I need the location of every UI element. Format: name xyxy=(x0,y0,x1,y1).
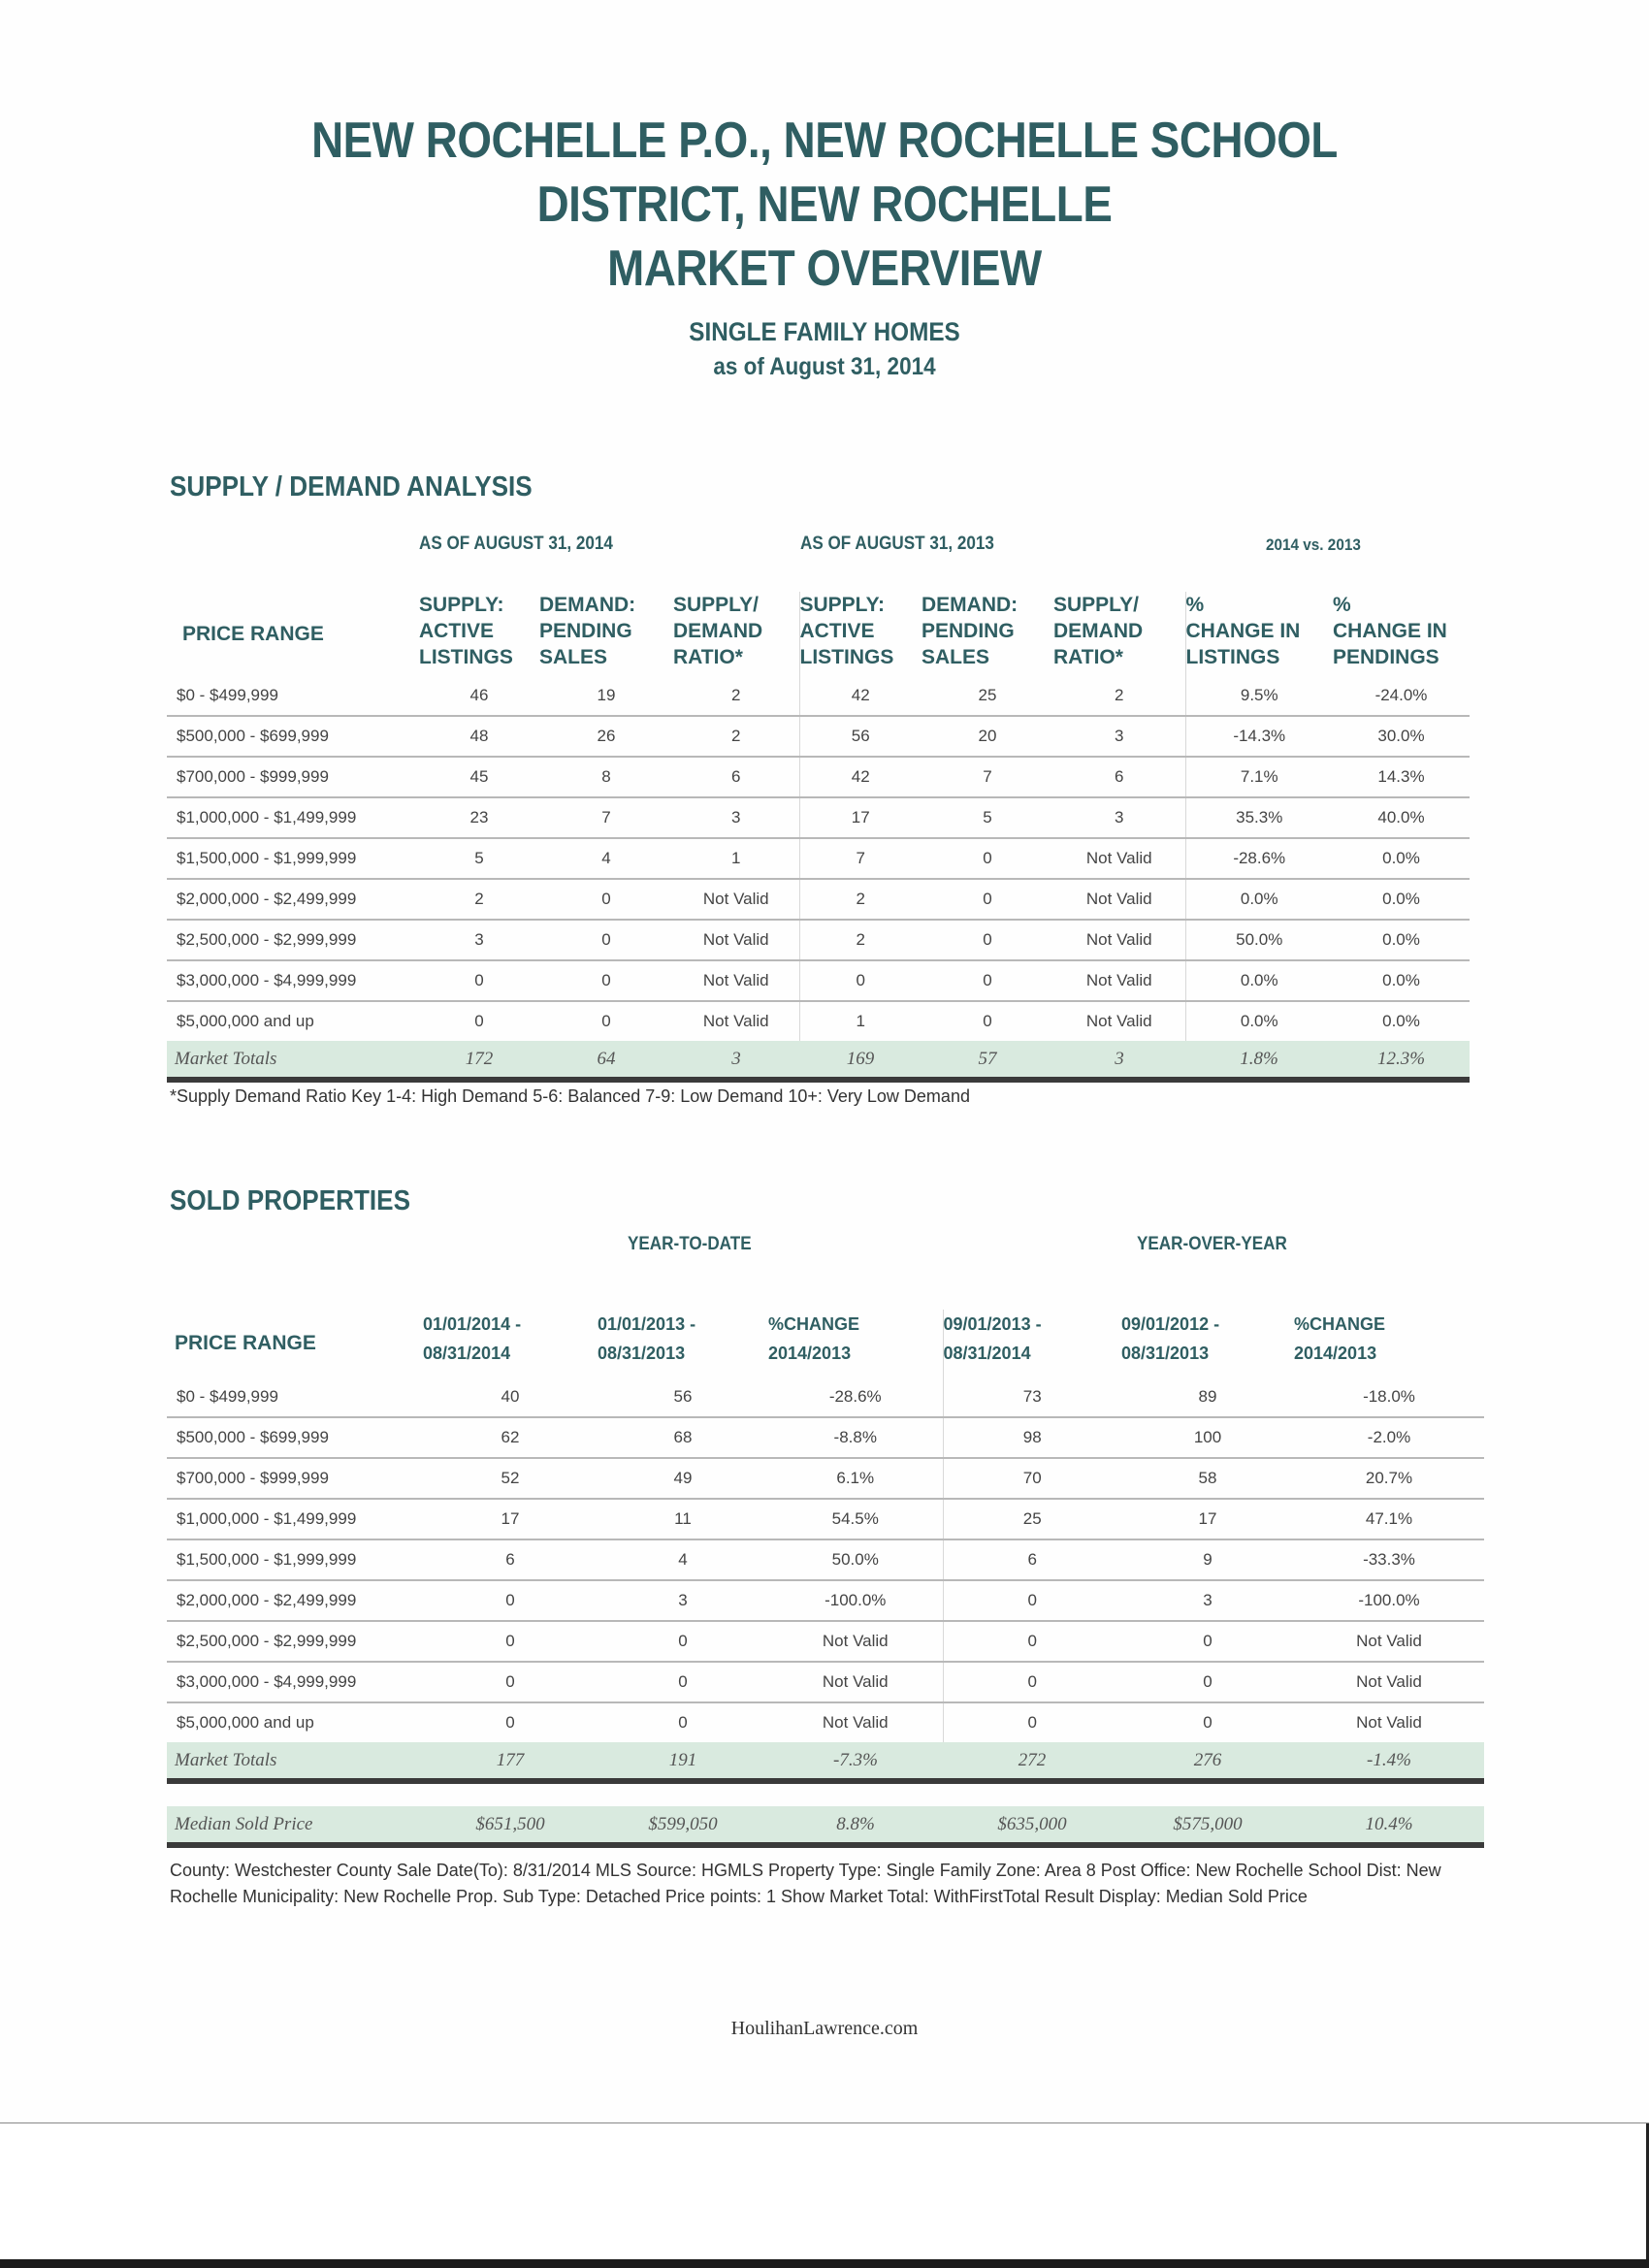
price-range-cell: $500,000 - $699,999 xyxy=(167,1417,423,1458)
column-header-line: % xyxy=(1185,594,1205,616)
value-cell: 0.0% xyxy=(1333,879,1470,920)
totals-label: Market Totals xyxy=(167,1742,423,1781)
totals-cell: -7.3% xyxy=(768,1742,943,1781)
value-cell: Not Valid xyxy=(768,1621,943,1662)
value-cell: -28.6% xyxy=(1185,838,1333,879)
value-cell: 3 xyxy=(419,920,539,960)
value-cell: 17 xyxy=(799,797,922,838)
price-range-cell: $1,500,000 - $1,999,999 xyxy=(167,838,419,879)
totals-cell: 191 xyxy=(598,1742,768,1781)
value-cell: -100.0% xyxy=(768,1580,943,1621)
median-value: 10.4% xyxy=(1294,1806,1484,1845)
footer-website: HoulihanLawrence.com xyxy=(730,2018,919,2039)
value-cell: 50.0% xyxy=(768,1539,943,1580)
value-cell: 2 xyxy=(799,879,922,920)
table-row xyxy=(167,838,1470,879)
price-range-cell: $2,500,000 - $2,999,999 xyxy=(167,1621,423,1662)
value-cell: 49 xyxy=(598,1458,768,1499)
value-cell: -24.0% xyxy=(1333,676,1470,716)
value-cell: 6 xyxy=(423,1539,598,1580)
price-range-cell: $500,000 - $699,999 xyxy=(167,716,419,757)
value-cell: 0 xyxy=(1121,1621,1294,1662)
value-cell: 2 xyxy=(799,920,922,960)
value-cell: 5 xyxy=(922,797,1053,838)
column-header xyxy=(167,592,419,676)
price-range-cell: $1,000,000 - $1,499,999 xyxy=(167,1499,423,1539)
value-cell: 8 xyxy=(539,757,673,797)
value-cell: 0 xyxy=(943,1621,1121,1662)
totals-label: Market Totals xyxy=(167,1041,419,1080)
table-row xyxy=(167,1499,1484,1539)
market-totals-row xyxy=(167,1742,1484,1781)
column-header xyxy=(922,592,1053,676)
value-cell: 2 xyxy=(1053,676,1185,716)
totals-cell: 3 xyxy=(673,1041,799,1080)
price-range-cell: $0 - $499,999 xyxy=(167,676,419,716)
totals-cell: 169 xyxy=(799,1041,922,1080)
scan-margin xyxy=(0,2123,1649,2259)
price-range-cell: $700,000 - $999,999 xyxy=(167,757,419,797)
column-header-line: RATIO* xyxy=(1053,646,1123,668)
column-header-line: 2014/2013 xyxy=(1294,1344,1377,1363)
value-cell: 17 xyxy=(423,1499,598,1539)
value-cell: 0 xyxy=(943,1662,1121,1702)
report-subtitle: SINGLE FAMILY HOMES xyxy=(689,317,960,346)
value-cell: 0 xyxy=(505,1713,515,1732)
supply-demand-heading: SUPPLY / DEMAND ANALYSIS xyxy=(170,471,533,502)
value-cell: 0.0% xyxy=(1185,1001,1333,1041)
column-header xyxy=(539,592,673,676)
price-range-cell: $3,000,000 - $4,999,999 xyxy=(167,960,419,1001)
value-cell: -2.0% xyxy=(1294,1417,1484,1458)
median-value: $575,000 xyxy=(1121,1806,1294,1845)
value-cell: 0 xyxy=(1121,1662,1294,1702)
table-row xyxy=(167,1702,1484,1742)
value-cell: 30.0% xyxy=(1333,716,1470,757)
table-row xyxy=(167,797,1470,838)
value-cell: 7 xyxy=(539,797,673,838)
column-header xyxy=(768,1310,943,1377)
price-range-cell: $1,500,000 - $1,999,999 xyxy=(167,1539,423,1580)
price-range-cell: $1,000,000 - $1,499,999 xyxy=(167,797,419,838)
sold-properties-heading: SOLD PROPERTIES xyxy=(170,1185,410,1216)
column-header-line: 08/31/2014 xyxy=(423,1344,511,1363)
value-cell: 98 xyxy=(943,1417,1121,1458)
value-cell: 0 xyxy=(678,1713,688,1732)
column-header xyxy=(423,1310,598,1377)
column-header xyxy=(673,592,799,676)
column-header xyxy=(419,592,539,676)
price-range-cell: $2,000,000 - $2,499,999 xyxy=(167,879,419,920)
value-cell: 56 xyxy=(598,1377,768,1417)
value-cell: 4 xyxy=(539,838,673,879)
column-header-line: CHANGE IN xyxy=(1333,620,1447,642)
value-cell: -14.3% xyxy=(1185,716,1333,757)
ratio-key-note: *Supply Demand Ratio Key 1-4: High Demand 5-6: Balanced 7-9: Low Demand 10+: Very Low Demand xyxy=(170,1086,970,1106)
value-cell: 14.3% xyxy=(1333,757,1470,797)
table-row xyxy=(167,960,1470,1001)
value-cell: 6 xyxy=(943,1539,1121,1580)
value-cell: Not Valid xyxy=(673,960,799,1001)
column-header-line: LISTINGS xyxy=(1185,646,1280,668)
value-cell: 3 xyxy=(1121,1580,1294,1621)
value-cell: 0 xyxy=(922,838,1053,879)
column-header-line: % xyxy=(1333,594,1351,616)
value-cell: 26 xyxy=(539,716,673,757)
value-cell: 7 xyxy=(799,838,922,879)
value-cell: 20.7% xyxy=(1294,1458,1484,1499)
column-header xyxy=(1333,592,1470,676)
table-row xyxy=(167,1417,1484,1458)
table-row xyxy=(167,1539,1484,1580)
value-cell: 0 xyxy=(423,1580,598,1621)
value-cell: 3 xyxy=(598,1580,768,1621)
value-cell: 56 xyxy=(799,716,922,757)
column-header-line: PENDING xyxy=(539,620,632,642)
value-cell: 3 xyxy=(1053,797,1185,838)
column-header xyxy=(1121,1310,1294,1377)
value-cell: 0 xyxy=(943,1702,1121,1742)
value-cell: 0 xyxy=(598,1621,768,1662)
value-cell: Not Valid xyxy=(673,920,799,960)
value-cell: 3 xyxy=(673,797,799,838)
median-value: $651,500 xyxy=(423,1806,598,1845)
value-cell: 0 xyxy=(539,920,673,960)
value-cell: 23 xyxy=(419,797,539,838)
column-header-line: LISTINGS xyxy=(799,646,894,668)
value-cell: -33.3% xyxy=(1294,1539,1484,1580)
value-cell: Not Valid xyxy=(1053,960,1185,1001)
value-cell: Not Valid xyxy=(1294,1662,1484,1702)
totals-cell: 3 xyxy=(1053,1041,1185,1080)
median-sold-price-table xyxy=(167,1806,1484,1848)
value-cell: 19 xyxy=(539,676,673,716)
value-cell: 0.0% xyxy=(1185,879,1333,920)
table-row xyxy=(167,1662,1484,1702)
column-header-line: SUPPLY/ xyxy=(673,594,759,616)
column-header-line: SUPPLY/ xyxy=(1053,594,1139,616)
column-header xyxy=(167,1310,423,1377)
value-cell: 0.0% xyxy=(1333,920,1470,960)
supply-demand-table xyxy=(167,592,1470,1083)
column-header-line: SUPPLY: xyxy=(419,594,504,616)
table-row xyxy=(167,1621,1484,1662)
value-cell: 0 xyxy=(423,1621,598,1662)
value-cell: 17 xyxy=(1121,1499,1294,1539)
market-totals-row xyxy=(167,1041,1470,1080)
value-cell: Not Valid xyxy=(822,1713,889,1732)
value-cell: 3 xyxy=(1053,716,1185,757)
value-cell: 0.0% xyxy=(1185,960,1333,1001)
value-cell: 25 xyxy=(922,676,1053,716)
value-cell: 50.0% xyxy=(1185,920,1333,960)
value-cell: 0 xyxy=(922,960,1053,1001)
column-header-line: %CHANGE xyxy=(1294,1314,1386,1334)
value-cell: 11 xyxy=(598,1499,768,1539)
sold-header-row xyxy=(167,1310,1484,1377)
value-cell: 6 xyxy=(1053,757,1185,797)
column-header-line: 09/01/2013 - xyxy=(943,1314,1042,1334)
table-row xyxy=(167,1001,1470,1041)
value-cell: Not Valid xyxy=(702,1012,769,1030)
value-cell: 47.1% xyxy=(1294,1499,1484,1539)
value-cell: 68 xyxy=(598,1417,768,1458)
value-cell: 42 xyxy=(799,676,922,716)
value-cell: Not Valid xyxy=(1053,838,1185,879)
value-cell: 0 xyxy=(598,1662,768,1702)
price-range-cell: $0 - $499,999 xyxy=(167,1377,423,1417)
column-header xyxy=(1294,1310,1484,1377)
report-title-line-3: MARKET OVERVIEW xyxy=(607,241,1042,297)
report-header xyxy=(0,109,1649,384)
value-cell: -8.8% xyxy=(768,1417,943,1458)
median-value: $635,000 xyxy=(943,1806,1121,1845)
value-cell: 0 xyxy=(1203,1713,1212,1732)
value-cell: 45 xyxy=(419,757,539,797)
value-cell: 20 xyxy=(922,716,1053,757)
value-cell: 73 xyxy=(943,1377,1121,1417)
value-cell: Not Valid xyxy=(673,879,799,920)
value-cell: 2 xyxy=(419,879,539,920)
value-cell: Not Valid xyxy=(1294,1621,1484,1662)
column-header-line: 08/31/2014 xyxy=(943,1344,1031,1363)
supply-demand-header-row xyxy=(167,592,1470,676)
price-range-cell: $5,000,000 and up xyxy=(177,1012,314,1030)
table-row xyxy=(167,716,1470,757)
column-header-line: PENDINGS xyxy=(1333,646,1439,668)
totals-cell: 177 xyxy=(423,1742,598,1781)
group-label-year-over-year: YEAR-OVER-YEAR xyxy=(1137,1234,1287,1254)
value-cell: 0.0% xyxy=(1382,1012,1420,1030)
price-range-cell: $5,000,000 and up xyxy=(177,1713,314,1732)
table-row xyxy=(167,1580,1484,1621)
column-header-line: CHANGE IN xyxy=(1185,620,1301,642)
price-range-cell: $3,000,000 - $4,999,999 xyxy=(167,1662,423,1702)
value-cell: 0 xyxy=(474,1012,484,1030)
price-range-cell: $700,000 - $999,999 xyxy=(167,1458,423,1499)
value-cell: 0 xyxy=(922,920,1053,960)
value-cell: 6.1% xyxy=(768,1458,943,1499)
totals-cell: 64 xyxy=(539,1041,673,1080)
column-header-line: 01/01/2013 - xyxy=(598,1314,696,1334)
sold-properties-table xyxy=(167,1310,1484,1784)
value-cell: 40 xyxy=(423,1377,598,1417)
table-row xyxy=(167,676,1470,716)
value-cell: 1 xyxy=(799,1001,922,1041)
value-cell: 58 xyxy=(1121,1458,1294,1499)
value-cell: Not Valid xyxy=(768,1662,943,1702)
value-cell: Not Valid xyxy=(1356,1713,1422,1732)
value-cell: 0 xyxy=(983,1012,992,1030)
value-cell: -18.0% xyxy=(1294,1377,1484,1417)
group-label-2014: AS OF AUGUST 31, 2014 xyxy=(419,534,613,554)
totals-cell: 272 xyxy=(943,1742,1121,1781)
column-header xyxy=(1053,592,1185,676)
column-header-line: SALES xyxy=(922,646,990,668)
column-header-line: ACTIVE xyxy=(419,620,495,642)
column-header-line: DEMAND xyxy=(1053,620,1144,642)
value-cell: Not Valid xyxy=(1085,1012,1152,1030)
column-header-line: 01/01/2014 - xyxy=(423,1314,522,1334)
group-label-comparison: 2014 vs. 2013 xyxy=(1266,535,1361,554)
search-criteria-text: County: Westchester County Sale Date(To): 8/31/2014 MLS Source: HGMLS Property Type: Single Family Zone: Area 8 Post Office: New Rochelle School Dist: New Rochelle Municipality: New Rochelle Prop. Sub Type: Detached Price points: 1 Show Market Total: WithFirstTotal Result Display: Median Sold Price xyxy=(170,1861,1441,1906)
report-title-line-1: NEW ROCHELLE P.O., NEW ROCHELLE SCHOOL xyxy=(311,113,1338,169)
value-cell: Not Valid xyxy=(1053,879,1185,920)
report-date: as of August 31, 2014 xyxy=(713,353,936,380)
median-value: $599,050 xyxy=(598,1806,768,1845)
value-cell: 9.5% xyxy=(1185,676,1333,716)
value-cell: 70 xyxy=(943,1458,1121,1499)
value-cell: 46 xyxy=(419,676,539,716)
totals-cell: 12.3% xyxy=(1333,1041,1470,1080)
value-cell: 0 xyxy=(419,960,539,1001)
totals-cell: -1.4% xyxy=(1294,1742,1484,1781)
column-header-line: SALES xyxy=(539,646,608,668)
value-cell: 2 xyxy=(673,676,799,716)
value-cell: 40.0% xyxy=(1333,797,1470,838)
column-header-line: RATIO* xyxy=(673,646,743,668)
table-row xyxy=(167,1458,1484,1499)
value-cell: -100.0% xyxy=(1294,1580,1484,1621)
column-header xyxy=(943,1310,1121,1377)
value-cell: 0 xyxy=(922,879,1053,920)
totals-cell: 172 xyxy=(419,1041,539,1080)
value-cell: 54.5% xyxy=(768,1499,943,1539)
column-header-line: 08/31/2013 xyxy=(598,1344,686,1363)
value-cell: 0 xyxy=(799,960,922,1001)
column-header-line: DEMAND xyxy=(673,620,763,642)
value-cell: 0.0% xyxy=(1333,960,1470,1001)
column-header xyxy=(598,1310,768,1377)
value-cell: 89 xyxy=(1121,1377,1294,1417)
column-header xyxy=(799,592,922,676)
totals-cell: 57 xyxy=(922,1041,1053,1080)
column-header-line: SUPPLY: xyxy=(799,594,886,616)
value-cell: 25 xyxy=(943,1499,1121,1539)
value-cell: Not Valid xyxy=(1053,920,1185,960)
value-cell: 0.0% xyxy=(1333,838,1470,879)
value-cell: 7 xyxy=(922,757,1053,797)
column-header xyxy=(1185,592,1333,676)
group-label-year-to-date: YEAR-TO-DATE xyxy=(628,1234,752,1254)
column-header-line: LISTINGS xyxy=(419,646,513,668)
median-value: 8.8% xyxy=(768,1806,943,1845)
value-cell: 48 xyxy=(419,716,539,757)
column-header-line: 2014/2013 xyxy=(768,1344,852,1363)
column-header-line: %CHANGE xyxy=(768,1314,860,1334)
group-label-2013: AS OF AUGUST 31, 2013 xyxy=(800,534,994,554)
column-header-line: PRICE RANGE xyxy=(175,1332,316,1354)
value-cell: 6 xyxy=(673,757,799,797)
table-row xyxy=(167,879,1470,920)
price-range-cell: $2,000,000 - $2,499,999 xyxy=(167,1580,423,1621)
scan-bottom-edge xyxy=(0,2259,1649,2268)
column-header-line: PENDING xyxy=(922,620,1015,642)
column-header-line: DEMAND: xyxy=(539,594,636,616)
value-cell: 62 xyxy=(423,1417,598,1458)
column-header-line: ACTIVE xyxy=(799,620,875,642)
value-cell: 4 xyxy=(598,1539,768,1580)
value-cell: 0 xyxy=(423,1662,598,1702)
value-cell: 0 xyxy=(943,1580,1121,1621)
median-sold-price-row xyxy=(167,1806,1484,1845)
totals-cell: 1.8% xyxy=(1185,1041,1333,1080)
value-cell: 9 xyxy=(1121,1539,1294,1580)
value-cell: -28.6% xyxy=(768,1377,943,1417)
value-cell: 0 xyxy=(601,1012,611,1030)
value-cell: 2 xyxy=(673,716,799,757)
value-cell: 42 xyxy=(799,757,922,797)
table-row xyxy=(167,1377,1484,1417)
median-label: Median Sold Price xyxy=(167,1806,423,1845)
column-header-line: DEMAND: xyxy=(922,594,1018,616)
value-cell: 35.3% xyxy=(1185,797,1333,838)
value-cell: 7.1% xyxy=(1185,757,1333,797)
table-row xyxy=(167,757,1470,797)
column-header-line: 08/31/2013 xyxy=(1121,1344,1210,1363)
value-cell: 0 xyxy=(539,879,673,920)
value-cell: 52 xyxy=(423,1458,598,1499)
value-cell: 0 xyxy=(539,960,673,1001)
value-cell: 100 xyxy=(1121,1417,1294,1458)
column-header-line: PRICE RANGE xyxy=(182,623,324,645)
value-cell: 5 xyxy=(419,838,539,879)
table-row xyxy=(167,920,1470,960)
price-range-cell: $2,500,000 - $2,999,999 xyxy=(167,920,419,960)
totals-cell: 276 xyxy=(1121,1742,1294,1781)
report-title-line-2: DISTRICT, NEW ROCHELLE xyxy=(536,177,1113,233)
column-header-line: 09/01/2012 - xyxy=(1121,1314,1220,1334)
value-cell: 1 xyxy=(673,838,799,879)
